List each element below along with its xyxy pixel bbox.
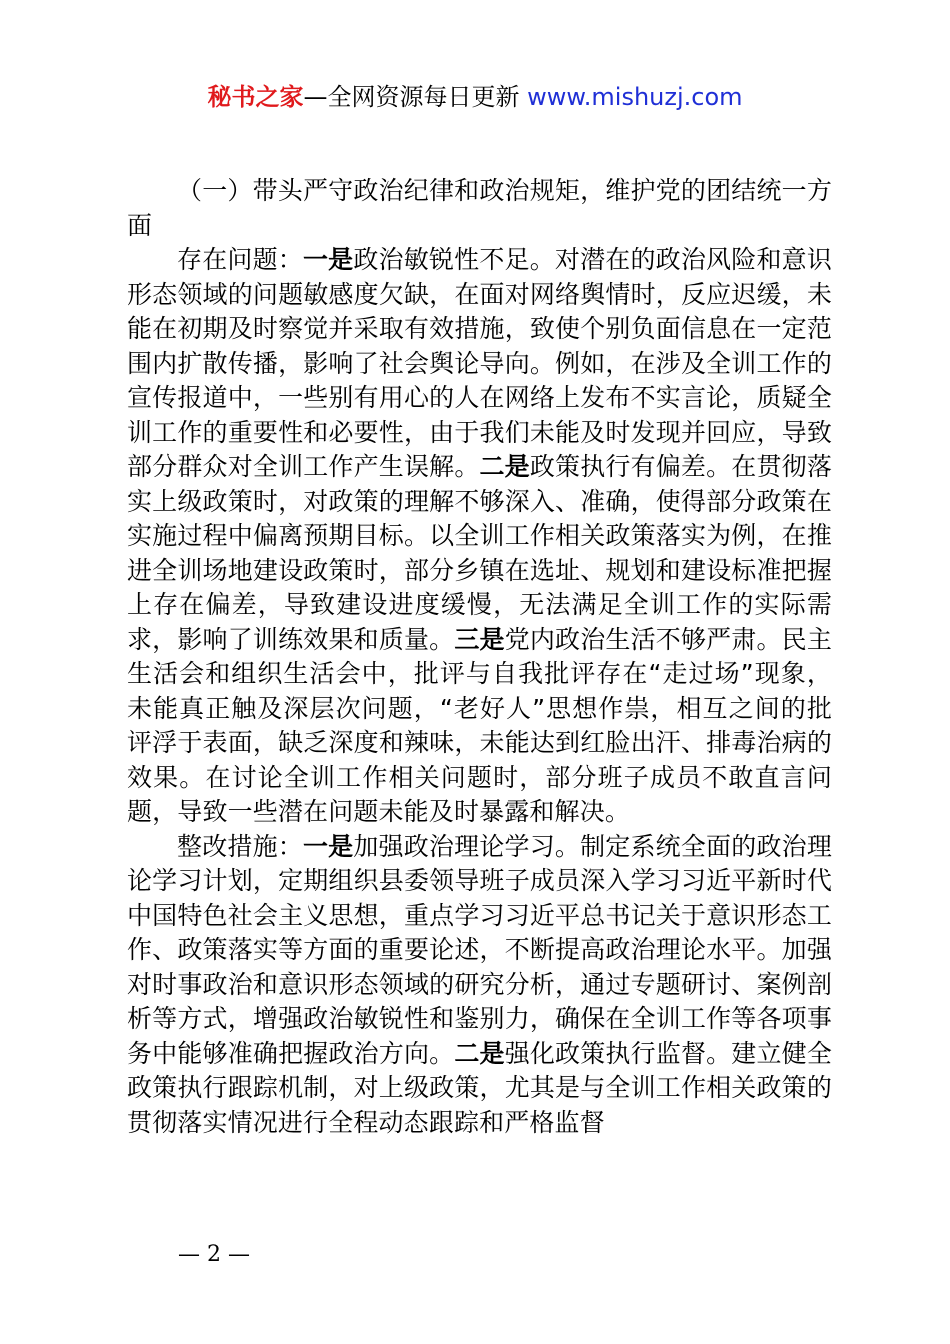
problem-1-marker: 一是 [302,245,354,274]
section-heading: （一）带头严守政治纪律和政治规矩，维护党的团结统一方面 [127,176,832,240]
measures-label: 整改措施： [177,831,303,861]
measure-1-marker: 一是 [302,831,354,861]
page-header [0,80,950,114]
problems-paragraph [127,243,832,830]
site-brand: 秘书之家 [207,83,304,111]
measures-paragraph [127,830,832,1141]
problem-3-marker: 三是 [454,624,505,654]
problems-label: 存在问题： [177,245,303,274]
site-url[interactable]: www.mishuzj.com [527,83,743,111]
problem-3-text: 党内政治生活不够严肃。民主生活会和组织生活会中，批评与自我批评存在“走过场”现象，未能真正触及深层次问题，“老好人”思想作祟，相互之间的批评浮于表面，缺乏深度和辣味，未能达到红脸出汗、排毒治病的效果。在讨论全训工作相关问题时，部分班子成员不敢直言问题，导致一些潜在问题未能及时暴露和解决。 [127,624,832,826]
problem-2-text: 政策执行有偏差。在贯彻落实上级政策时，对政策的理解不够深入、准确，使得部分政策在实施过程中偏离预期目标。以全训工作相关政策落实为例，在推进全训场地建设政策时，部分乡镇在选址、规划和建设标准把握上存在偏差，导致建设进度缓慢，无法满足全训工作的实际需求，影响了训练效果和质量。 [127,452,832,654]
document-body [127,174,832,1140]
site-tagline: —全网资源每日更新 [303,83,528,111]
page-number: — 2 — [178,1242,250,1267]
measure-1-text: 加强政治理论学习。制定系统全面的政治理论学习计划，定期组织县委领导班子成员深入学习习近平新时代中国特色社会主义思想，重点学习习近平总书记关于意识形态工作、政策落实等方面的重要论述，不断提高政治理论水平。加强对时事政治和意识形态领域的研究分析，通过专题研讨、案例剖析等方式，增强政治敏锐性和鉴别力，确保在全训工作等各项事务中能够准确把握政治方向。 [127,831,832,1068]
problem-1-text: 政治敏锐性不足。对潜在的政治风险和意识形态领域的问题敏感度欠缺，在面对网络舆情时，反应迟缓，未能在初期及时察觉并采取有效措施，致使个别负面信息在一定范围内扩散传播，影响了社会舆论导向。例如，在涉及全训工作的宣传报道中，一些别有用心的人在网络上发布不实言论，质疑全训工作的重要性和必要性，由于我们未能及时发现并回应，导致部分群众对全训工作产生误解。 [127,245,832,481]
problem-2-marker: 二是 [479,452,530,481]
measure-2-text: 强化政策执行监督。建立健全政策执行跟踪机制，对上级政策，尤其是与全训工作相关政策的贯彻落实情况进行全程动态跟踪和严格监督 [127,1038,832,1137]
measure-2-marker: 二是 [454,1038,505,1068]
